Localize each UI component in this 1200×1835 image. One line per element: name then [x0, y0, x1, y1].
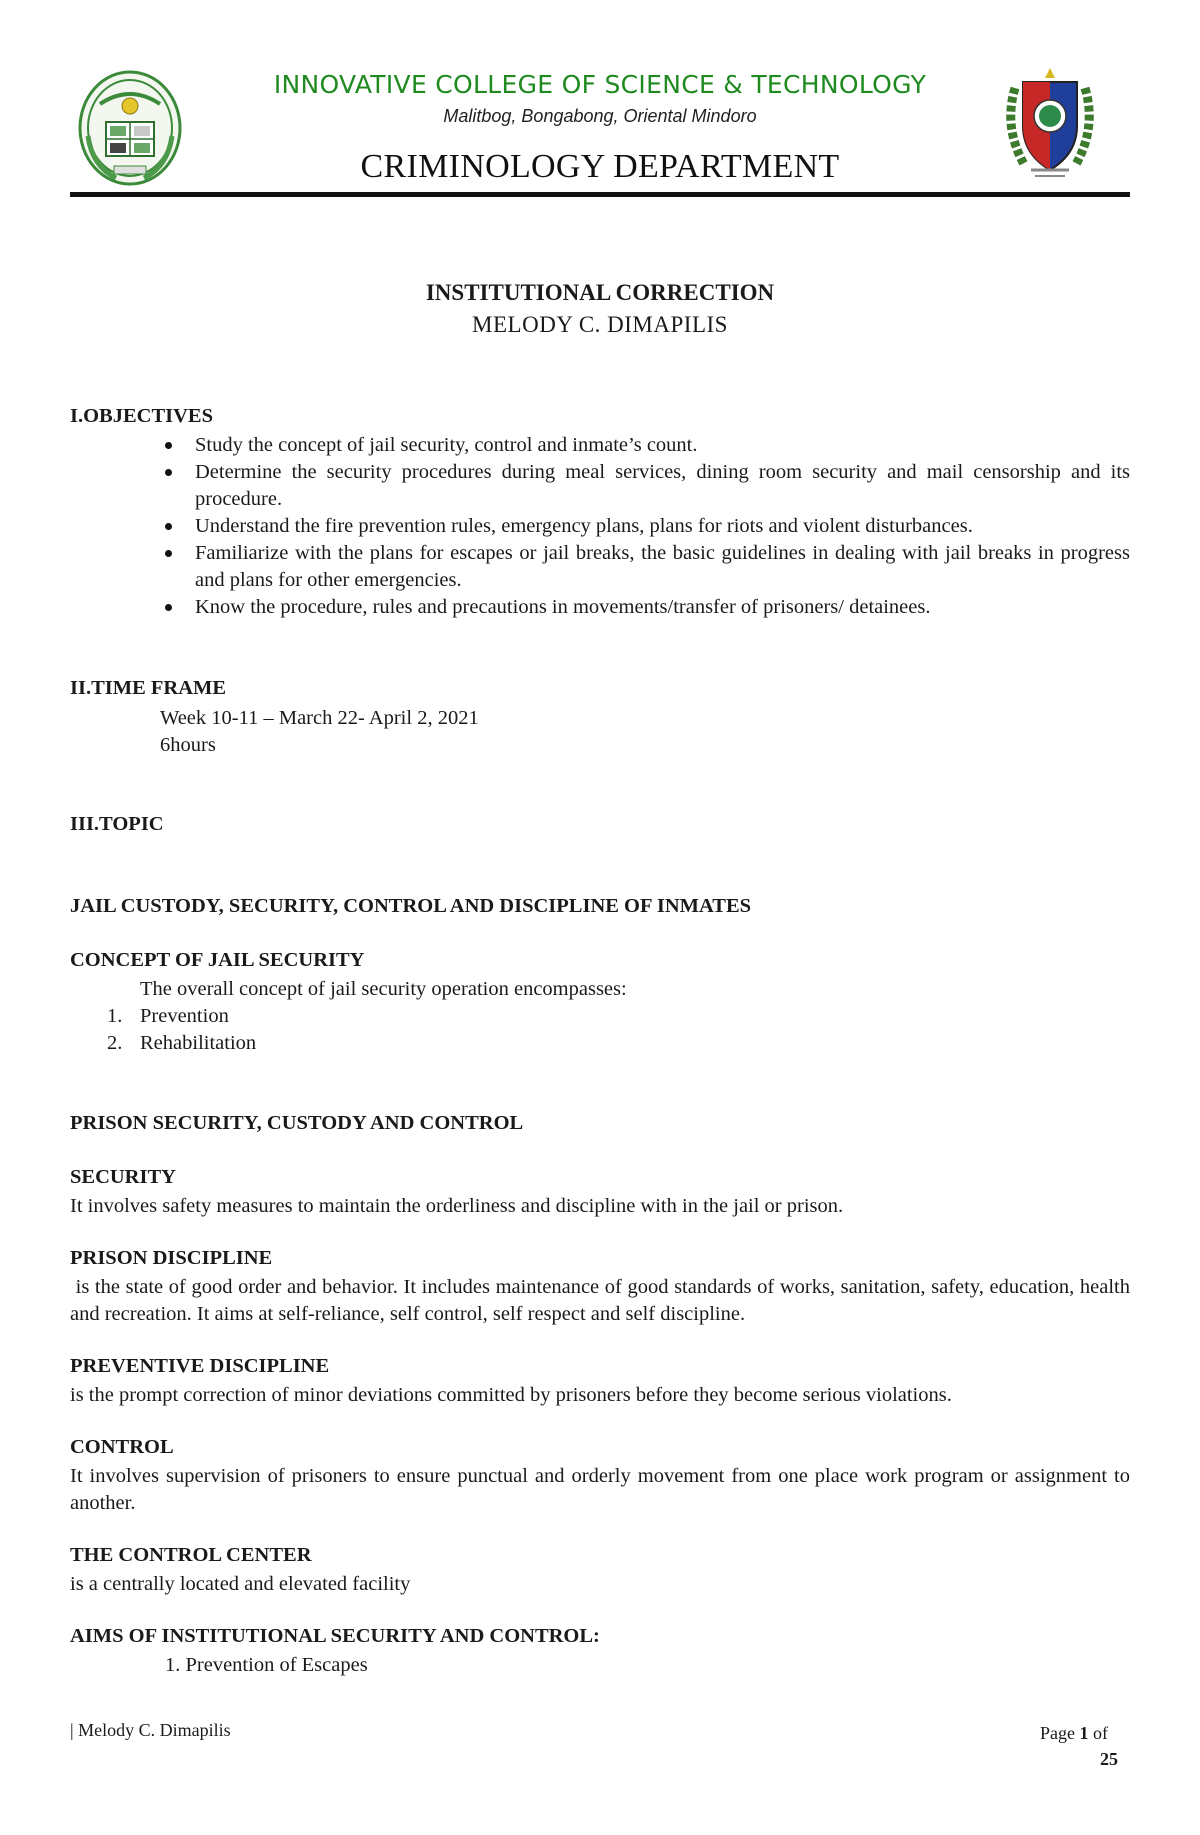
college-name: INNOVATIVE COLLEGE OF SCIENCE & TECHNOLOGY	[273, 70, 927, 99]
document-title: INSTITUTIONAL CORRECTION	[425, 280, 775, 305]
time-frame-week: Week 10-11 – March 22- April 2, 2021	[160, 707, 479, 729]
list-item: Know the procedure, rules and precautions in movements/transfer of prisoners/ detainees.	[195, 594, 1130, 621]
preventive-discipline-text: is the prompt correction of minor deviations committed by prisoners before they become serious violations.	[70, 1384, 952, 1406]
time-frame-hours: 6hours	[160, 734, 216, 756]
prison-discipline-text: is the state of good order and behavior. It includes maintenance of good standards of works, sanitation, safety, education, health and recreation. It aims at self-reliance, self control, self respect and self discipline.	[70, 1276, 1136, 1325]
list-item: Study the concept of jail security, control and inmate’s count.	[195, 432, 1130, 459]
criminology-emblem-icon	[995, 58, 1115, 184]
control-center-heading: THE CONTROL CENTER	[70, 1544, 312, 1566]
objectives-list	[195, 432, 1130, 621]
page-number: Page 1 of 25	[1040, 1723, 1118, 1769]
preventive-discipline-heading: PREVENTIVE DISCIPLINE	[70, 1355, 330, 1377]
control-center-text: is a centrally located and elevated facility	[70, 1573, 411, 1595]
objectives-heading: I.OBJECTIVES	[70, 405, 213, 427]
prison-security-heading: PRISON SECURITY, CUSTODY AND CONTROL	[70, 1112, 524, 1134]
prison-discipline-heading: PRISON DISCIPLINE	[70, 1247, 273, 1269]
concept-heading: CONCEPT OF JAIL SECURITY	[70, 949, 365, 971]
college-seal-icon	[70, 66, 190, 192]
security-heading: SECURITY	[70, 1166, 176, 1188]
department-title: CRIMINOLOGY DEPARTMENT	[360, 148, 840, 185]
time-frame-heading: II.TIME FRAME	[70, 677, 227, 699]
page-header	[70, 58, 1130, 198]
aims-item-1: 1. Prevention of Escapes	[165, 1654, 368, 1676]
header-divider	[70, 192, 1130, 197]
list-item: 1. Prevention	[107, 1005, 229, 1027]
footer-author: | Melody C. Dimapilis	[70, 1720, 231, 1740]
document-author: MELODY C. DIMAPILIS	[472, 312, 728, 337]
list-item: Determine the security procedures during meal services, dining room security and mail censorship and its procedure.	[195, 459, 1130, 513]
college-address: Malitbog, Bongabong, Oriental Mindoro	[443, 106, 757, 126]
list-item: 2. Rehabilitation	[107, 1032, 257, 1054]
topic-main-title: JAIL CUSTODY, SECURITY, CONTROL AND DISCIPLINE OF INMATES	[70, 895, 752, 917]
aims-heading: AIMS OF INSTITUTIONAL SECURITY AND CONTROL:	[70, 1625, 600, 1647]
control-text: It involves supervision of prisoners to ensure punctual and orderly movement from one place work program or assignment to another.	[70, 1465, 1130, 1514]
control-heading: CONTROL	[70, 1436, 174, 1458]
topic-heading: III.TOPIC	[70, 813, 164, 835]
concept-intro: The overall concept of jail security operation encompasses:	[140, 978, 627, 1000]
security-text: It involves safety measures to maintain the orderliness and discipline with in the jail or prison.	[70, 1195, 844, 1217]
list-item: Understand the fire prevention rules, emergency plans, plans for riots and violent disturbances.	[195, 513, 1130, 540]
list-item: Familiarize with the plans for escapes or jail breaks, the basic guidelines in dealing with jail breaks in progress and plans for other emergencies.	[195, 540, 1130, 594]
concept-list	[70, 1003, 256, 1057]
